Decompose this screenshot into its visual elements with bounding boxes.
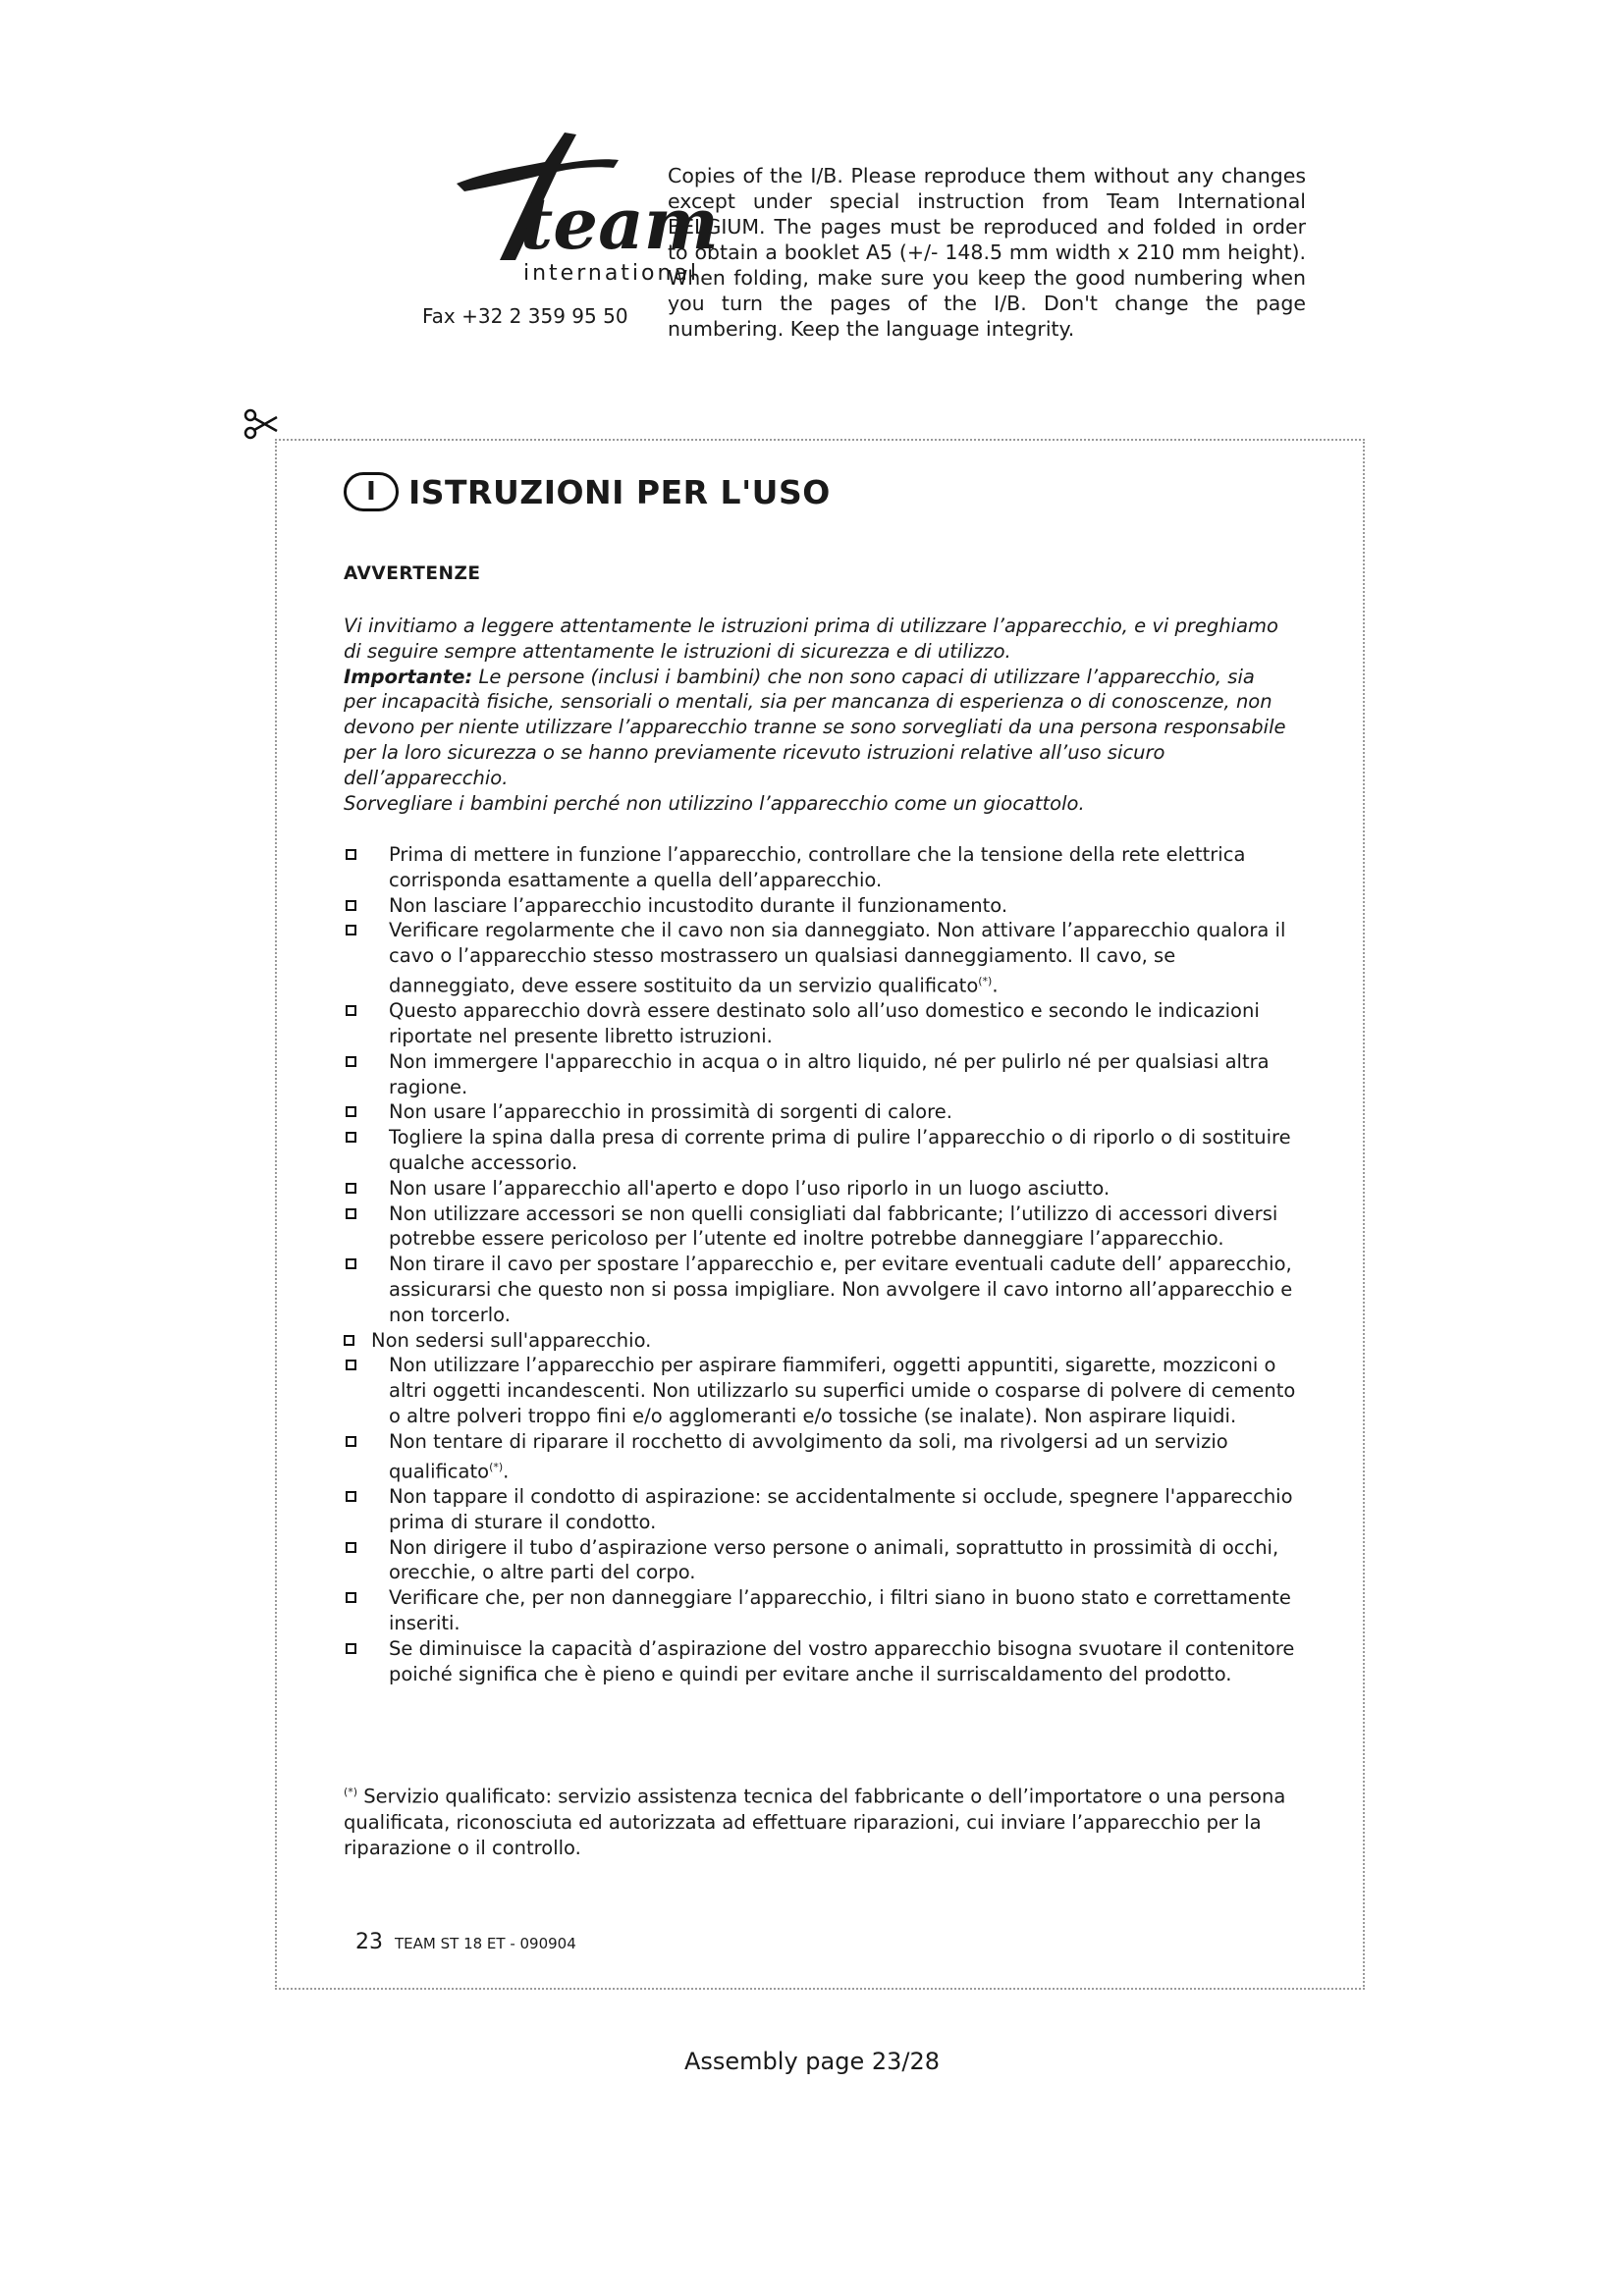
checkbox-bullet-icon (346, 1005, 356, 1016)
important-paragraph (344, 665, 1286, 791)
footnote-mark: (*) (344, 1786, 358, 1798)
supervision-paragraph: Sorvegliare i bambini perché non utilizzino l’apparecchio come un giocattolo. (344, 791, 1085, 815)
checkbox-bullet-icon (346, 1106, 356, 1117)
list-item: Prima di mettere in funzione l’apparecchio, controllare che la tensione della rete elettrica corrisponda esattamente a quella dell’apparecchio. (344, 842, 1301, 893)
page-number: 23 (355, 1930, 383, 1954)
list-item: Verificare regolarmente che il cavo non sia danneggiato. Non attivare l’apparecchio qualora il cavo o l’apparecchio stesso mostrassero un qualsiasi danneggiamento. Il cavo, se danneggiato, deve essere sostituito da un servizio qualificato(*). (344, 918, 1301, 998)
checkbox-bullet-icon (346, 1132, 356, 1143)
footnote (344, 1780, 1286, 1861)
logo-subtext: international (523, 261, 700, 286)
fax-number: Fax +32 2 359 95 50 (422, 304, 628, 328)
team-international-logo (417, 123, 719, 290)
list-item: Non usare l’apparecchio all'aperto e dopo l’uso riporlo in un luogo asciutto. (344, 1176, 1301, 1201)
title-text: ISTRUZIONI PER L'USO (408, 472, 831, 511)
list-item: Non immergere l'apparecchio in acqua o in altro liquido, né per pulirlo né per qualsiasi altra ragione. (344, 1049, 1301, 1100)
list-item: Non sedersi sull'apparecchio. (344, 1328, 1301, 1354)
list-item: Questo apparecchio dovrà essere destinato solo all’uso domestico e secondo le indicazioni riportate nel presente libretto istruzioni. (344, 998, 1301, 1049)
language-badge: I (344, 472, 399, 511)
checkbox-bullet-icon (346, 1258, 356, 1269)
intro-paragraph: Vi invitiamo a leggere attentamente le istruzioni prima di utilizzare l’apparecchio, e vi preghiamo di seguire sempre attentamente le istruzioni di sicurezza e di utilizzo. (344, 614, 1278, 663)
page-title (344, 469, 831, 514)
list-item: Non usare l’apparecchio in prossimità di sorgenti di calore. (344, 1099, 1301, 1125)
list-item: Non lasciare l’apparecchio incustodito durante il funzionamento. (344, 893, 1301, 919)
reproduction-note: Copies of the I/B. Please reproduce them without any changes except under special instruction from Team International BELGIUM. The pages must be reproduced and folded in order to obtain a booklet A5 (+/- 148.5 mm width x 210 mm height). When folding, make sure you keep the good numbering when you turn the pages of the I/B. Don't change the page numbering. Keep the language integrity. (668, 164, 1306, 341)
list-item: Se diminuisce la capacità d’aspirazione del vostro apparecchio bisogna svuotare il contenitore poiché significa che è pieno e quindi per evitare anche il surriscaldamento del prodotto. (344, 1636, 1301, 1687)
section-title: AVVERTENZE (344, 563, 481, 584)
list-item: Non tirare il cavo per spostare l’apparecchio e, per evitare eventuali cadute dell’ apparecchio, assicurarsi che questo non si possa impigliare. Non avvolgere il cavo intorno all’apparecchio e non torcerlo. (344, 1252, 1301, 1327)
document-code: TEAM ST 18 ET - 090904 (395, 1935, 576, 1952)
checkbox-bullet-icon (346, 1491, 356, 1502)
list-item: Non tentare di riparare il rocchetto di avvolgimento da soli, ma rivolgersi ad un servizio qualificato(*). (344, 1429, 1301, 1484)
checkbox-bullet-icon (346, 1436, 356, 1447)
scissors-icon (244, 407, 279, 441)
checkbox-bullet-icon (346, 925, 356, 935)
list-item: Non utilizzare l’apparecchio per aspirare fiammiferi, oggetti appuntiti, sigarette, mozziconi o altri oggetti incandescenti. Non utilizzarlo su superfici umide o cosparse di polvere di cemento o altre polveri troppo fini e/o agglomeranti e/o tossiche (se inalate). Non aspirare liquidi. (344, 1353, 1301, 1428)
assembly-page-label: Assembly page 23/28 (683, 2048, 941, 2075)
warnings-list (344, 842, 1301, 1686)
checkbox-bullet-icon (346, 1643, 356, 1654)
logo-wordmark: team (520, 182, 719, 265)
list-item: Non tappare il condotto di aspirazione: se accidentalmente si occlude, spegnere l'apparecchio prima di sturare il condotto. (344, 1484, 1301, 1535)
important-text: Le persone (inclusi i bambini) che non sono capaci di utilizzare l’apparecchio, sia per incapacità fisiche, sensoriali o mentali, sia per mancanza di esperienza o di conoscenze, non devono per niente utilizzare l’apparecchio tranne se sono sorvegliati da una persona responsabile per la loro sicurezza o se hanno previamente ricevuto istruzioni relative all’uso sicuro dell’apparecchio. (344, 665, 1286, 789)
important-label: Importante: (344, 665, 473, 688)
checkbox-bullet-icon (346, 1542, 356, 1553)
checkbox-bullet-icon (346, 1208, 356, 1219)
checkbox-bullet-icon (346, 900, 356, 911)
checkbox-bullet-icon (346, 849, 356, 860)
list-item: Verificare che, per non danneggiare l’apparecchio, i filtri siano in buono stato e correttamente inseriti. (344, 1585, 1301, 1636)
list-item: Togliere la spina dalla presa di corrente prima di pulire l’apparecchio o di riporlo o di sostituire qualche accessorio. (344, 1125, 1301, 1176)
checkbox-bullet-icon (346, 1056, 356, 1067)
checkbox-bullet-icon (346, 1592, 356, 1603)
checkbox-bullet-icon (346, 1360, 356, 1370)
footnote-text: Servizio qualificato: servizio assistenza tecnica del fabbricante o dell’importatore o una persona qualificata, riconosciuta ed autorizzata ad effettuare riparazioni, cui inviare l’apparecchio per la riparazione o il controllo. (344, 1785, 1286, 1859)
list-item: Non utilizzare accessori se non quelli consigliati dal fabbricante; l’utilizzo di accessori diversi potrebbe essere pericoloso per l’utente ed inoltre potrebbe danneggiare l’apparecchio. (344, 1201, 1301, 1253)
checkbox-bullet-icon (344, 1335, 354, 1346)
intro-text (344, 614, 1286, 816)
list-item: Non dirigere il tubo d’aspirazione verso persone o animali, soprattutto in prossimità di occhi, orecchie, o altre parti del corpo. (344, 1535, 1301, 1586)
checkbox-bullet-icon (346, 1183, 356, 1194)
